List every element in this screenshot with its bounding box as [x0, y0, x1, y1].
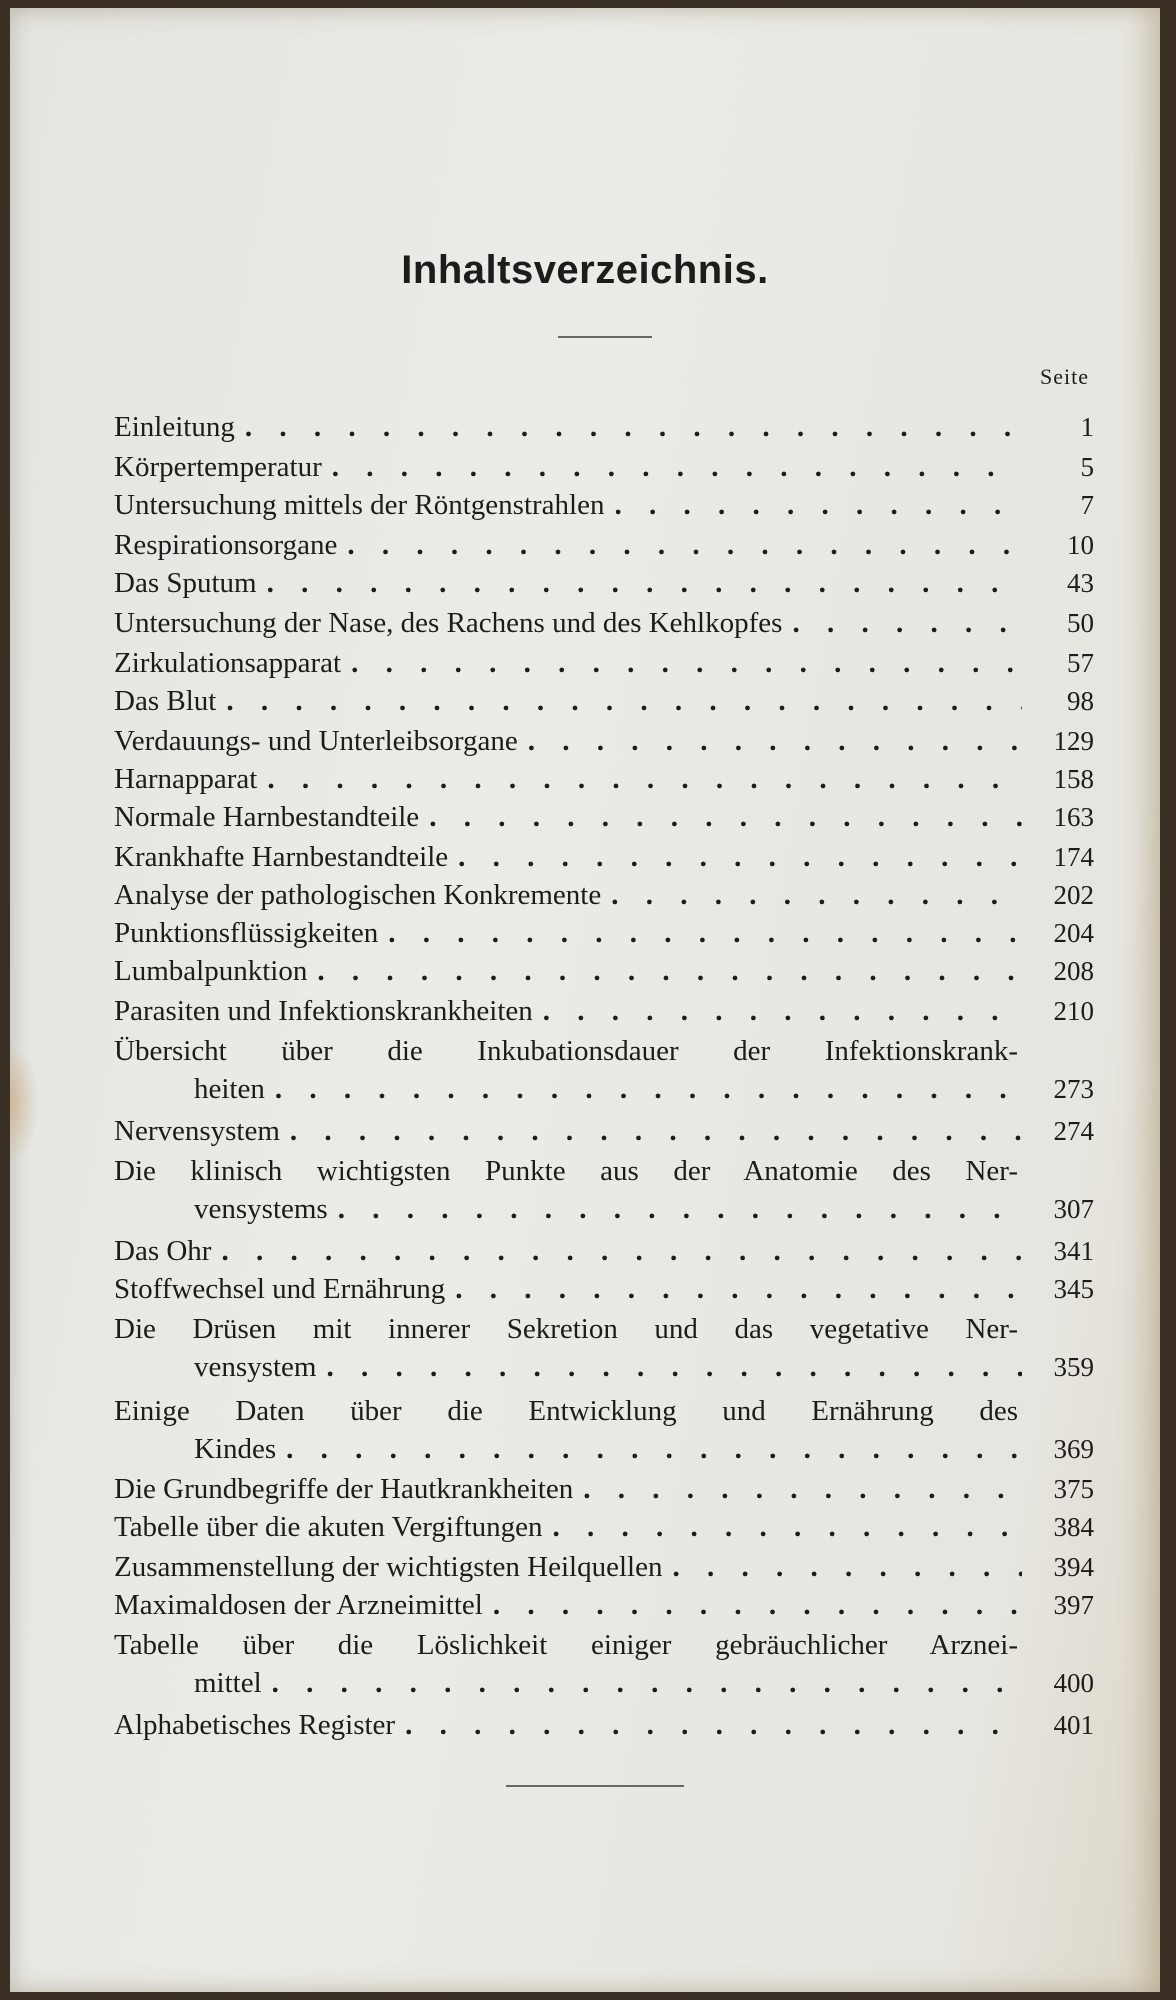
toc-entry: [114, 1706, 1094, 1744]
toc-entry: [114, 1508, 1094, 1546]
dot-leader: [458, 838, 1022, 876]
toc-entry: [114, 486, 1094, 524]
toc-page-number: 394: [1053, 1552, 1094, 1582]
toc-entry-title: Das Blut: [114, 685, 217, 717]
toc-entry-title: Tabelle über die Löslichkeit einiger gebräuchlicher Arznei-: [114, 1629, 1018, 1661]
toc-page-number: 174: [1053, 842, 1094, 872]
book-page: [10, 8, 1160, 1992]
toc-entry: [114, 1586, 1094, 1624]
toc-page-number: 384: [1053, 1512, 1094, 1542]
toc-entry: [114, 876, 1094, 914]
toc-entry-title: Krankhafte Harnbestandteile: [114, 841, 449, 873]
dot-leader: [326, 1348, 1022, 1386]
toc-page-number: 204: [1053, 918, 1094, 948]
dot-leader: [611, 876, 1022, 914]
toc-entry: [114, 604, 1094, 642]
toc-page-number: 57: [1067, 648, 1094, 678]
toc-entry-title: Analyse der pathologischen Konkremente: [114, 879, 602, 911]
dot-leader: [290, 1112, 1022, 1150]
toc-entry-title: Einleitung: [114, 411, 235, 443]
toc-page-number: 5: [1080, 452, 1094, 482]
dot-leader: [792, 604, 1022, 642]
toc-page-number: 274: [1053, 1116, 1094, 1146]
toc-entry: [114, 1548, 1094, 1586]
dot-leader: [583, 1470, 1022, 1508]
toc-page-number: 163: [1053, 802, 1094, 832]
toc-entry: [114, 914, 1094, 952]
toc-entry: [114, 1112, 1094, 1150]
toc-entry-title: Die klinisch wichtigsten Punkte aus der Anatomie des Ner-: [114, 1155, 1018, 1187]
dot-leader: [221, 1232, 1022, 1270]
toc-entry-title: Punktionsflüssigkeiten: [114, 917, 379, 949]
toc-entry-title: Respirationsorgane: [114, 529, 338, 561]
toc-entry: [114, 760, 1094, 798]
toc-page-number: 98: [1067, 686, 1094, 716]
toc-entry-title: Tabelle über die akuten Vergiftungen: [114, 1511, 543, 1543]
toc-entry-title: Verdauungs- und Unterleibsorgane: [114, 725, 518, 757]
toc-entry-title: Zusammenstellung der wichtigsten Heilquellen: [114, 1551, 663, 1583]
bottom-divider: [506, 1785, 684, 1787]
toc-entry: [114, 1232, 1094, 1270]
toc-page-number: 7: [1080, 490, 1094, 520]
toc-entry: [114, 644, 1094, 682]
dot-leader: [614, 486, 1022, 524]
toc-page-number: 401: [1053, 1710, 1094, 1740]
toc-entry-title: Stoffwechsel und Ernährung: [114, 1273, 446, 1305]
toc-entry: [114, 798, 1094, 836]
toc-entry: [114, 526, 1094, 564]
toc-entry: [114, 992, 1094, 1030]
toc-entry-title-continuation: heiten: [194, 1073, 265, 1105]
toc-page-number: 375: [1053, 1474, 1094, 1504]
toc-entry-title: Untersuchung der Nase, des Rachens und des Kehlkopfes: [114, 607, 783, 639]
toc-page-number: 397: [1053, 1590, 1094, 1620]
toc-entry-title-continuation: Kindes: [194, 1433, 277, 1465]
dot-leader: [267, 760, 1022, 798]
dot-leader: [388, 914, 1022, 952]
toc-page-number: 210: [1053, 996, 1094, 1026]
toc-entry: [114, 448, 1094, 486]
toc-entry: [114, 1626, 1094, 1702]
page-title: Inhaltsverzeichnis.: [401, 248, 769, 292]
toc-page-number: 400: [1053, 1668, 1094, 1698]
toc-entry: [114, 408, 1094, 446]
dot-leader: [317, 952, 1022, 990]
toc-page-number: 345: [1053, 1274, 1094, 1304]
dot-leader: [347, 526, 1022, 564]
toc-entry-title: Maximaldosen der Arzneimittel: [114, 1589, 483, 1621]
toc-page-number: 273: [1053, 1074, 1094, 1104]
toc-entry-title: Körpertemperatur: [114, 451, 322, 483]
toc-page-number: 307: [1053, 1194, 1094, 1224]
toc-entry-title-continuation: mittel: [194, 1667, 262, 1699]
toc-entry-title: Nervensystem: [114, 1115, 280, 1147]
dot-leader: [528, 722, 1022, 760]
dot-leader: [455, 1270, 1022, 1308]
toc-entry-title: Die Grundbegriffe der Hautkrankheiten: [114, 1473, 574, 1505]
table-of-contents: [10, 8, 1160, 1992]
toc-page-number: 43: [1067, 568, 1094, 598]
toc-entry: [114, 564, 1094, 602]
toc-entry-title: Harnapparat: [114, 763, 258, 795]
toc-entry-title: Die Drüsen mit innerer Sekretion und das vegetative Ner-: [114, 1313, 1018, 1345]
toc-entry: [114, 1392, 1094, 1468]
dot-leader: [405, 1706, 1022, 1744]
dot-leader: [286, 1430, 1022, 1468]
toc-page-number: 1: [1080, 412, 1094, 442]
toc-page-number: 129: [1053, 726, 1094, 756]
page-column-header: Seite: [1040, 364, 1089, 389]
toc-page-number: 359: [1053, 1352, 1094, 1382]
toc-entry-title-continuation: vensystems: [194, 1193, 328, 1225]
toc-entry-title: Lumbalpunktion: [114, 955, 308, 987]
toc-entry: [114, 1032, 1094, 1108]
dot-leader: [332, 448, 1022, 486]
dot-leader: [275, 1070, 1022, 1108]
toc-entry-title: Untersuchung mittels der Röntgenstrahlen: [114, 489, 605, 521]
dot-leader: [429, 798, 1022, 836]
toc-entry: [114, 1152, 1094, 1228]
toc-entry: [114, 1270, 1094, 1308]
dot-leader: [272, 1664, 1022, 1702]
toc-entry: [114, 838, 1094, 876]
dot-leader: [493, 1586, 1022, 1624]
toc-entry-title: Zirkulationsapparat: [114, 647, 342, 679]
dot-leader: [245, 408, 1022, 446]
toc-entry-title: Einige Daten über die Entwicklung und Ernährung des: [114, 1395, 1018, 1427]
toc-entry: [114, 722, 1094, 760]
toc-page-number: 208: [1053, 956, 1094, 986]
dot-leader: [672, 1548, 1022, 1586]
dot-leader: [543, 992, 1022, 1030]
toc-page-number: 369: [1053, 1434, 1094, 1464]
toc-entry-title: Das Ohr: [114, 1235, 212, 1267]
toc-page-number: 341: [1053, 1236, 1094, 1266]
toc-entry: [114, 952, 1094, 990]
toc-entry-title: Normale Harnbestandteile: [114, 801, 420, 833]
dot-leader: [267, 564, 1022, 602]
dot-leader: [338, 1190, 1022, 1228]
dot-leader: [351, 644, 1022, 682]
toc-entry: [114, 1470, 1094, 1508]
toc-entry-title-continuation: vensystem: [194, 1351, 317, 1383]
toc-page-number: 50: [1067, 608, 1094, 638]
toc-page-number: 10: [1067, 530, 1094, 560]
toc-entry-title: Alphabetisches Register: [114, 1709, 396, 1741]
toc-page-number: 158: [1053, 764, 1094, 794]
toc-entry-title: Das Sputum: [114, 567, 257, 599]
toc-entry-title: Parasiten und Infektionskrankheiten: [114, 995, 533, 1027]
toc-page-number: 202: [1053, 880, 1094, 910]
dot-leader: [553, 1508, 1022, 1546]
toc-entry-title: Übersicht über die Inkubationsdauer der Infektionskrank-: [114, 1035, 1018, 1067]
toc-entry: [114, 1310, 1094, 1386]
toc-entry: [114, 682, 1094, 720]
dot-leader: [226, 682, 1022, 720]
